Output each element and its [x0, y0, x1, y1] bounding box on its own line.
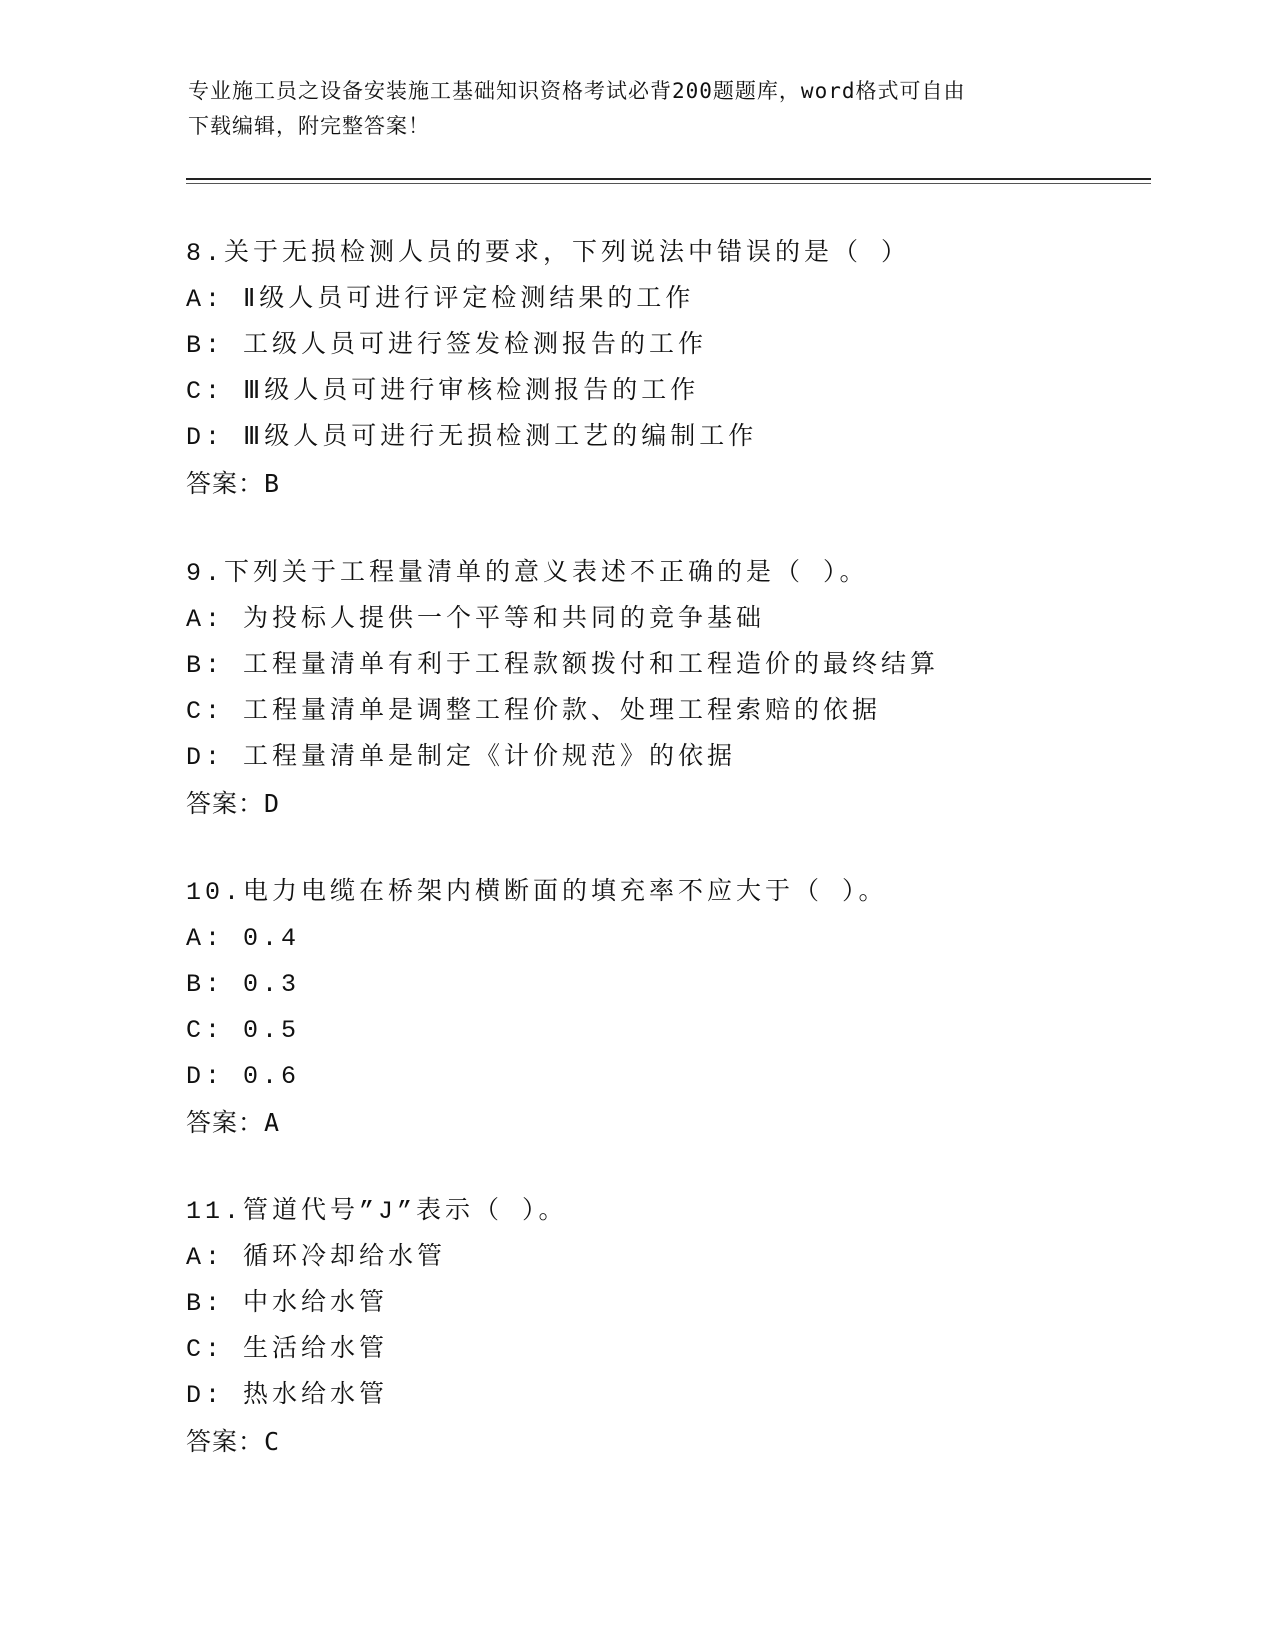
header-line-2: 下载编辑，附完整答案！	[188, 114, 430, 138]
option-b: B: 工程量清单有利于工程款额拨付和工程造价的最终结算	[186, 651, 940, 680]
header-divider-thick	[186, 178, 1151, 180]
header-line-1: 专业施工员之设备安装施工基础知识资格考试必背200题题库，word格式可自由	[188, 79, 966, 103]
option-c: C: 生活给水管	[186, 1335, 389, 1364]
question-block	[186, 231, 1186, 507]
header-divider-thin	[186, 183, 1151, 184]
option-c: C: Ⅲ级人员可进行审核检测报告的工作	[186, 377, 700, 406]
question-block	[186, 870, 1186, 1146]
question-block	[186, 551, 1186, 827]
answer-line: 答案：A	[186, 1108, 281, 1137]
option-d: D: 0.6	[186, 1062, 301, 1091]
option-d: D: 工程量清单是制定《计价规范》的依据	[186, 743, 737, 772]
option-a: A: 循环冷却给水管	[186, 1243, 447, 1272]
option-b: B: 0.3	[186, 970, 301, 999]
answer-line: 答案：B	[186, 469, 281, 498]
option-b: B: 中水给水管	[186, 1289, 389, 1318]
option-c: C: 0.5	[186, 1016, 301, 1045]
option-d: D: Ⅲ级人员可进行无损检测工艺的编制工作	[186, 423, 758, 452]
question-block	[186, 1189, 1186, 1465]
option-b: B: 工级人员可进行签发检测报告的工作	[186, 331, 708, 360]
document-header	[188, 74, 1068, 144]
question-stem: 10.电力电缆在桥架内横断面的填充率不应大于（ ）。	[186, 878, 888, 907]
option-a: A: 0.4	[186, 924, 301, 953]
question-stem: 8.关于无损检测人员的要求，下列说法中错误的是（ ）	[186, 239, 911, 268]
option-d: D: 热水给水管	[186, 1381, 389, 1410]
option-a: A: Ⅱ级人员可进行评定检测结果的工作	[186, 285, 695, 314]
option-c: C: 工程量清单是调整工程价款、处理工程索赔的依据	[186, 697, 882, 726]
answer-line: 答案：C	[186, 1427, 281, 1456]
answer-line: 答案：D	[186, 789, 281, 818]
question-stem: 9.下列关于工程量清单的意义表述不正确的是（ ）。	[186, 559, 869, 588]
option-a: A: 为投标人提供一个平等和共同的竞争基础	[186, 605, 766, 634]
question-stem: 11.管道代号”J”表示（ ）。	[186, 1197, 568, 1226]
